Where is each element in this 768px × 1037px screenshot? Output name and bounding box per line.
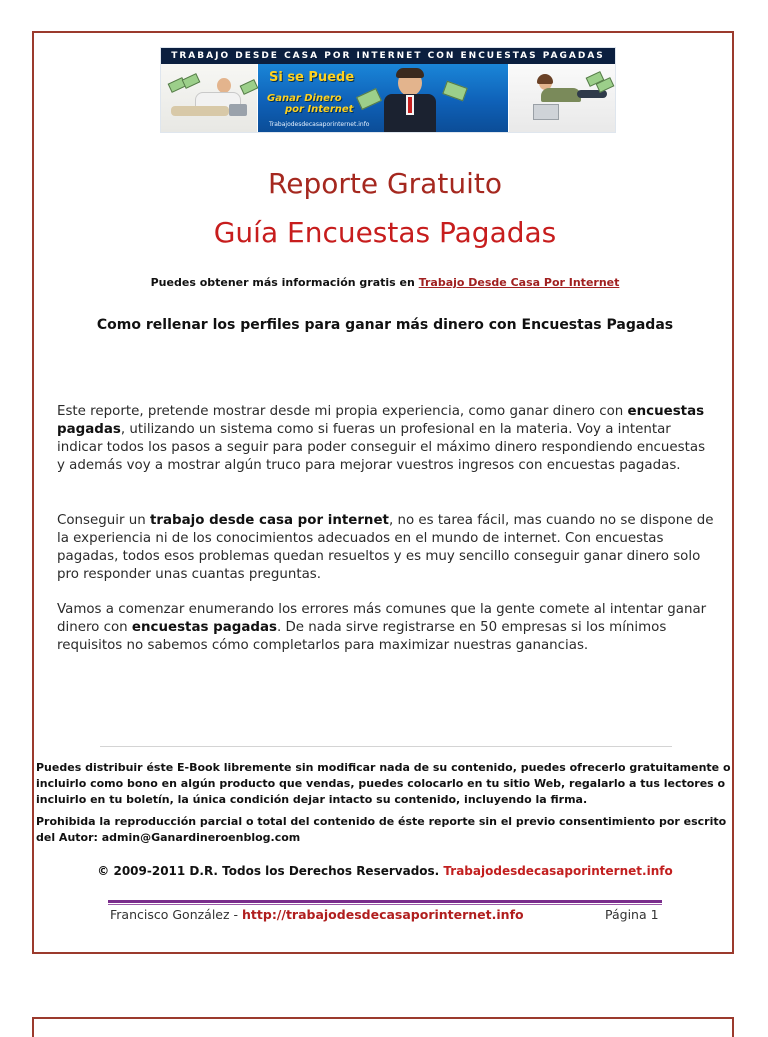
footer-author (110, 907, 524, 922)
paragraph-1-text-b: , utilizando un sistema como si fueras un profesional en la materia. Voy a intentar indicar todos los pasos a seguir para poder conseguir el máximo dinero respondiendo encuestas y además voy a mostrar algún truco para mejorar vuestros ingresos con encuestas pagadas. (57, 422, 706, 473)
banner-subslogan-line1: Ganar Dinero (267, 93, 342, 104)
paragraph-3-bold: encuestas pagadas (131, 620, 277, 635)
header-banner (160, 47, 616, 133)
paragraph-1 (57, 403, 717, 475)
next-page-edge (32, 1017, 734, 1037)
paragraph-3 (57, 601, 717, 655)
document-page (32, 31, 734, 954)
paragraph-1-text-a: Este reporte, pretende mostrar desde mi propia experiencia, como ganar dinero con (57, 404, 628, 419)
footer-rule-thin (108, 904, 662, 905)
paragraph-2-bold: trabajo desde casa por internet (149, 513, 389, 528)
paragraph-1-bold: encuestas pagadas (57, 404, 705, 437)
banner-url: Trabajodesdecasaporinternet.info (269, 121, 370, 128)
banner-right-photo (509, 64, 615, 132)
distribution-notice: Puedes distribuir éste E-Book libremente sin modificar nada de su contenido, puedes ofrecerlo gratuitamente o incluirlo como bono en algún producto que vendas, puedes colocarlo en tu sitio Web, regalarlo a tus lectores o incluirlo en tu boletín, la única condición dejar intacto su contenido, incluyendo la firma. (36, 761, 731, 806)
section-heading: Como rellenar los perfiles para ganar más dinero con Encuestas Pagadas (96, 317, 674, 333)
info-prefix: Puedes obtener más información gratis en (150, 276, 415, 289)
divider (100, 746, 672, 747)
report-title: Reporte Gratuito (268, 167, 502, 200)
paragraph-2-text-a: Conseguir un (57, 513, 150, 528)
copyright-text: © 2009-2011 D.R. Todos los Derechos Reservados. (97, 864, 440, 878)
banner-left-photo (161, 64, 257, 132)
report-subtitle: Guía Encuestas Pagadas (213, 216, 557, 249)
paragraph-2-text-b: , no es tarea fácil, mas cuando no se dispone de la experiencia ni de los conocimientos adecuados en el mundo de internet. Con encuestas pagadas, todos esos problemas quedan resueltos y es muy sencillo conseguir ganar dinero solo pro responder unas cuantas preguntas. (57, 513, 714, 582)
banner-subslogan-line2: por Internet (285, 104, 354, 115)
footer-author-name: Francisco González - (110, 907, 243, 922)
paragraph-3-text-b: . De nada sirve registrarse en 50 empresas si los mínimos requisitos no sabemos cómo completarlos para maximizar nuestras ganancias. (57, 620, 667, 653)
footer-rule-thick (108, 900, 662, 903)
copyright-link[interactable]: Trabajodesdecasaporinternet.info (443, 864, 673, 878)
info-line (34, 276, 736, 289)
paragraph-2 (57, 512, 717, 584)
info-link[interactable]: Trabajo Desde Casa Por Internet (418, 276, 620, 289)
reproduction-notice: Prohibida la reproducción parcial o total del contenido de éste reporte sin el previo consentimiento por escrito del Autor: admin@Ganardineroenblog.com (36, 815, 727, 844)
page-number: Página 1 (605, 907, 659, 922)
copyright-line (34, 864, 736, 878)
banner-subslogan (267, 93, 353, 115)
footer-link[interactable]: http://trabajodesdecasaporinternet.info (242, 907, 524, 922)
paragraph-3-text-a: Vamos a comenzar enumerando los errores más comunes que la gente comete al intentar ganar dinero con (57, 602, 707, 635)
banner-slogan: Si se Puede (269, 70, 355, 85)
banner-title: TRABAJO DESDE CASA POR INTERNET CON ENCUESTAS PAGADAS (161, 48, 615, 64)
